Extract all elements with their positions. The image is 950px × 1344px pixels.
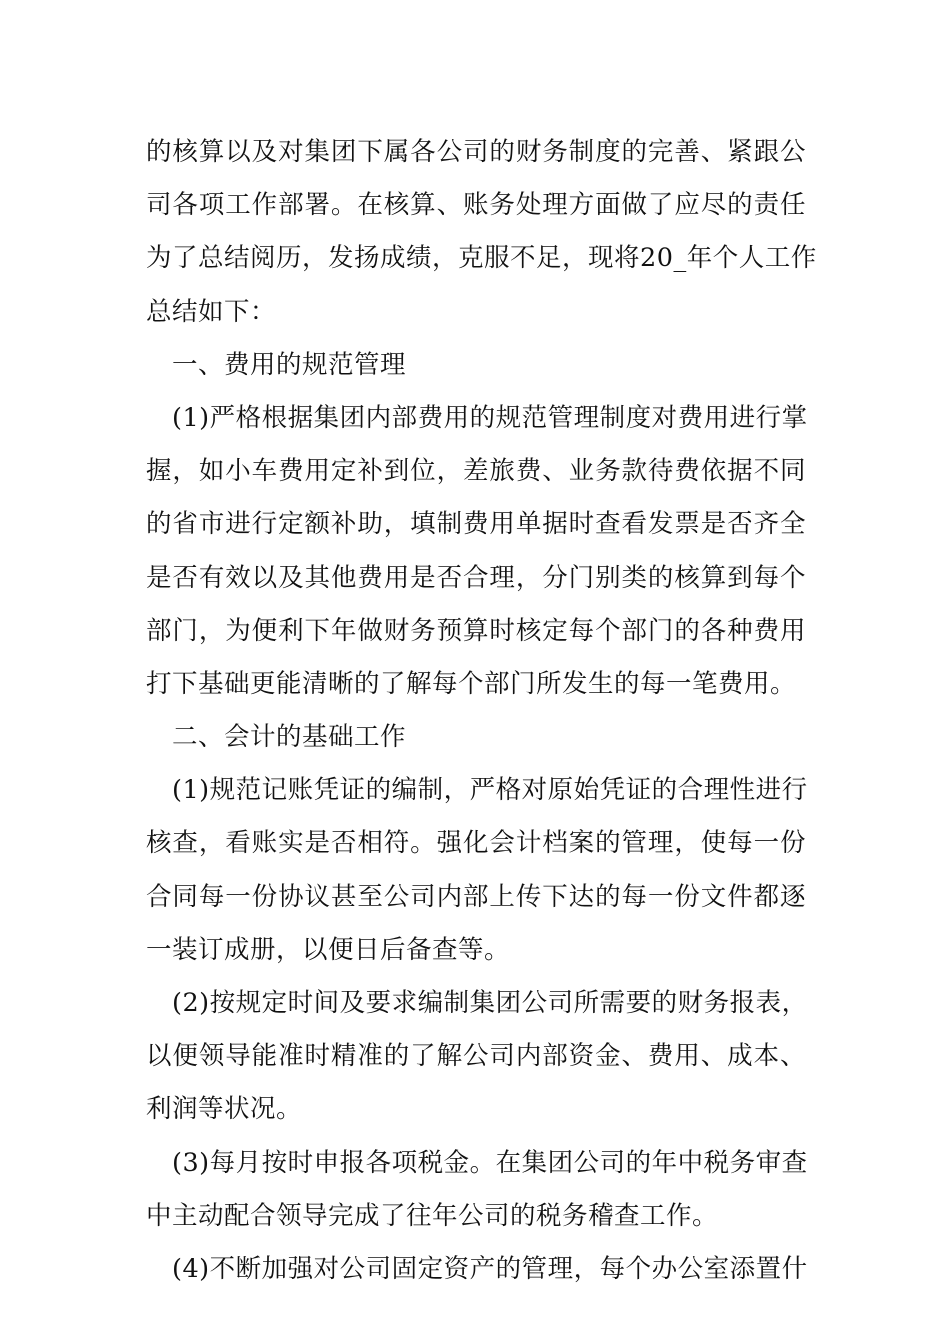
text-line: 为了总结阅历，发扬成绩，克服不足，现将20_年个人工作 xyxy=(146,243,817,274)
text-line: 是否有效以及其他费用是否合理，分门别类的核算到每个 xyxy=(146,562,806,593)
text-line: 打下基础更能清晰的了解每个部门所发生的每一笔费用。 xyxy=(146,668,797,699)
text-line: 合同每一份协议甚至公司内部上传下达的每一份文件都逐 xyxy=(146,881,806,912)
text-line: (2)按规定时间及要求编制集团公司所需要的财务报表， xyxy=(172,988,808,1018)
text-line: 的核算以及对集团下属各公司的财务制度的完善、紧跟公 xyxy=(146,137,806,167)
text-line: 利润等状况。 xyxy=(146,1094,303,1125)
section-heading: 二、会计的基础工作 xyxy=(172,722,407,753)
section-heading: 一、费用的规范管理 xyxy=(172,349,407,380)
text-line: (1)严格根据集团内部费用的规范管理制度对费用进行掌 xyxy=(172,402,808,433)
text-line: 以便领导能准时精准的了解公司内部资金、费用、成本、 xyxy=(146,1041,806,1072)
text-line: 部门，为便利下年做财务预算时核定每个部门的各种费用 xyxy=(146,615,806,646)
text-line: 的省市进行定额补助，填制费用单据时查看发票是否齐全 xyxy=(146,509,806,540)
text-line: 总结如下： xyxy=(146,296,277,327)
text-line: 一装订成册，以便日后备查等。 xyxy=(146,934,511,965)
text-line: (1)规范记账凭证的编制，严格对原始凭证的合理性进行 xyxy=(172,775,808,806)
text-line: 握，如小车费用定补到位，差旅费、业务款待费依据不同 xyxy=(146,456,806,487)
text-line: (4)不断加强对公司固定资产的管理，每个办公室添置什 xyxy=(172,1253,808,1284)
document-body xyxy=(146,126,817,1296)
text-line: 中主动配合领导完成了往年公司的税务稽查工作。 xyxy=(146,1200,719,1231)
text-line: 核查，看账实是否相符。强化会计档案的管理，使每一份 xyxy=(146,828,806,859)
text-line: 司各项工作部署。在核算、账务处理方面做了应尽的责任 xyxy=(146,190,806,221)
text-line: (3)每月按时申报各项税金。在集团公司的年中税务审查 xyxy=(172,1147,808,1178)
